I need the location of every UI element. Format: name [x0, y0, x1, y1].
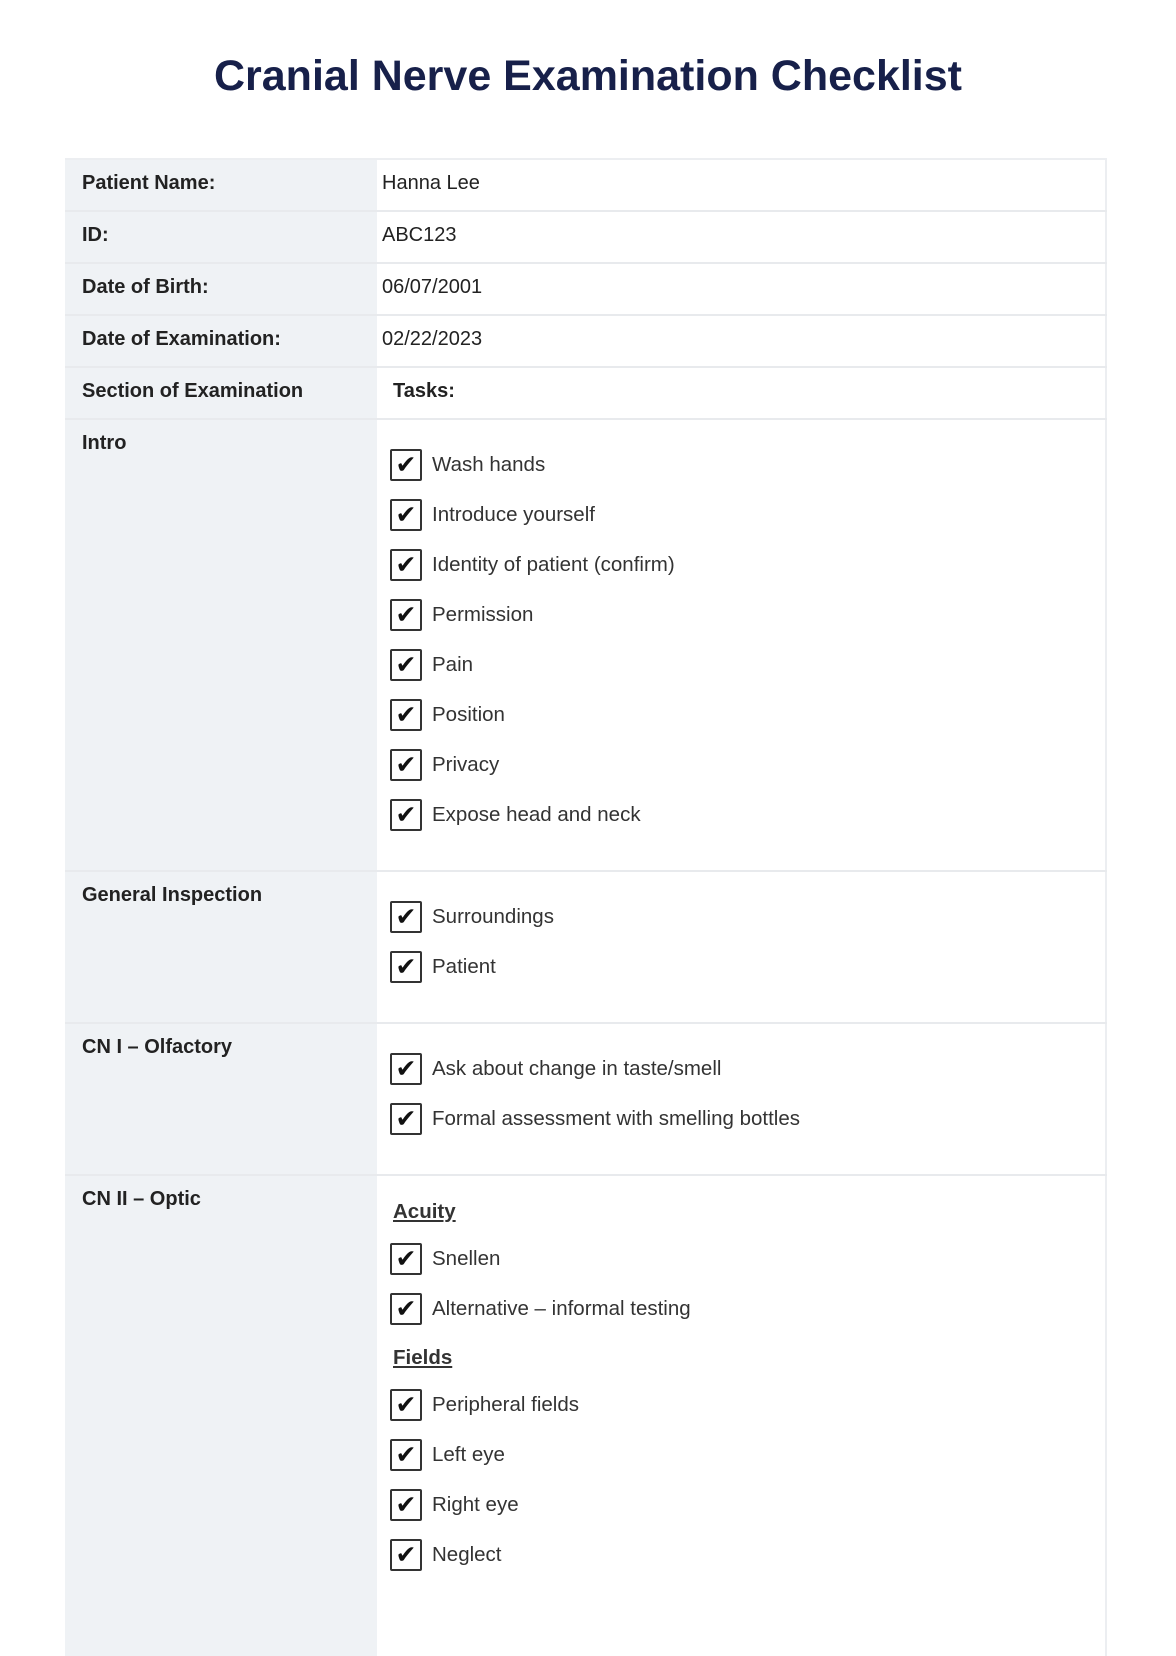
checklist-item-label: Surroundings	[432, 905, 554, 928]
field-label: ID:	[65, 212, 377, 262]
field-label: Date of Birth:	[65, 264, 377, 314]
exam-date-row	[65, 316, 1107, 368]
checklist-item-label: Identity of patient (confirm)	[432, 553, 675, 576]
checklist-item-label: Introduce yourself	[432, 503, 595, 526]
section-name: Intro	[65, 420, 377, 870]
checkbox[interactable]	[390, 1439, 422, 1471]
id-value: ABC123	[377, 212, 1107, 262]
section-name: General Inspection	[65, 872, 377, 1022]
column-header-row	[65, 368, 1107, 420]
page-title: Cranial Nerve Examination Checklist	[213, 52, 962, 100]
checkmark-icon: ✔	[395, 1440, 417, 1469]
checklist-item-label: Pain	[432, 653, 474, 676]
checklist-item-label: Neglect	[432, 1543, 502, 1566]
checklist-item-label: Expose head and neck	[432, 803, 641, 826]
checklist-item-label: Peripheral fields	[432, 1393, 579, 1416]
checkmark-icon: ✔	[395, 1054, 417, 1083]
task-group-heading: Fields	[393, 1346, 453, 1369]
checkmark-icon: ✔	[395, 600, 417, 629]
checklist-item[interactable]	[390, 440, 1105, 490]
checkmark-icon: ✔	[395, 800, 417, 829]
checkmark-icon: ✔	[395, 952, 417, 981]
checklist-item-label: Wash hands	[432, 453, 546, 476]
checklist-item-label: Snellen	[432, 1247, 501, 1270]
id-row	[65, 212, 1107, 264]
checklist-item[interactable]	[390, 590, 1105, 640]
checklist-item[interactable]	[390, 740, 1105, 790]
checklist-item[interactable]	[390, 540, 1105, 590]
section-row	[65, 1024, 1107, 1176]
section-row	[65, 872, 1107, 1024]
checkbox[interactable]	[390, 951, 422, 983]
checklist-item[interactable]	[390, 1284, 1105, 1334]
patient-name-value: Hanna Lee	[377, 160, 1107, 210]
checklist-item[interactable]	[390, 942, 1105, 992]
checkbox[interactable]	[390, 699, 422, 731]
checkbox[interactable]	[390, 1389, 422, 1421]
checklist-table	[65, 158, 1107, 1656]
checkmark-icon: ✔	[395, 1244, 417, 1273]
checklist-item-label: Alternative – informal testing	[432, 1297, 691, 1320]
checkmark-icon: ✔	[395, 700, 417, 729]
checklist-item[interactable]	[390, 790, 1105, 840]
checkbox[interactable]	[390, 749, 422, 781]
checkbox[interactable]	[390, 649, 422, 681]
checkmark-icon: ✔	[395, 450, 417, 479]
checklist-item[interactable]	[390, 690, 1105, 740]
checklist-item-label: Patient	[432, 955, 496, 978]
checklist-item[interactable]	[390, 490, 1105, 540]
section-name: CN I – Olfactory	[65, 1024, 377, 1174]
sections	[65, 420, 1107, 1656]
checkbox[interactable]	[390, 1103, 422, 1135]
checklist-item[interactable]	[390, 892, 1105, 942]
task-list	[377, 420, 1107, 870]
checkmark-icon: ✔	[395, 550, 417, 579]
checklist-item-label: Privacy	[432, 753, 500, 776]
section-column-header: Section of Examination	[65, 368, 377, 418]
checklist-item-label: Position	[432, 703, 505, 726]
checkmark-icon: ✔	[395, 902, 417, 931]
checkbox[interactable]	[390, 549, 422, 581]
checklist-item[interactable]	[390, 1380, 1105, 1430]
checkmark-icon: ✔	[395, 500, 417, 529]
checkmark-icon: ✔	[395, 750, 417, 779]
checklist-item[interactable]	[390, 640, 1105, 690]
checkbox[interactable]	[390, 799, 422, 831]
checkmark-icon: ✔	[395, 650, 417, 679]
checklist-item-label: Formal assessment with smelling bottles	[432, 1107, 800, 1130]
checklist-item-label: Left eye	[432, 1443, 505, 1466]
checkmark-icon: ✔	[395, 1390, 417, 1419]
checkbox[interactable]	[390, 599, 422, 631]
exam-date-value: 02/22/2023	[377, 316, 1107, 366]
checkbox[interactable]	[390, 499, 422, 531]
checkbox[interactable]	[390, 1539, 422, 1571]
field-label: Date of Examination:	[65, 316, 377, 366]
checkbox[interactable]	[390, 449, 422, 481]
section-row	[65, 420, 1107, 872]
checklist-item[interactable]	[390, 1094, 1105, 1144]
checklist-item-label: Permission	[432, 603, 534, 626]
checkmark-icon: ✔	[395, 1490, 417, 1519]
section-name: CN II – Optic	[65, 1176, 377, 1656]
checkbox[interactable]	[390, 1489, 422, 1521]
checklist-item[interactable]	[390, 1234, 1105, 1284]
checklist-item-label: Ask about change in taste/smell	[432, 1057, 722, 1080]
patient-name-row	[65, 160, 1107, 212]
checkmark-icon: ✔	[395, 1294, 417, 1323]
checkbox[interactable]	[390, 1293, 422, 1325]
checkbox[interactable]	[390, 901, 422, 933]
dob-row	[65, 264, 1107, 316]
tasks-column-header: Tasks:	[377, 368, 1107, 418]
task-group-heading: Acuity	[393, 1200, 456, 1223]
checkbox[interactable]	[390, 1053, 422, 1085]
checkmark-icon: ✔	[395, 1540, 417, 1569]
checklist-item[interactable]	[390, 1044, 1105, 1094]
dob-value: 06/07/2001	[377, 264, 1107, 314]
field-label: Patient Name:	[65, 160, 377, 210]
checklist-item[interactable]	[390, 1530, 1105, 1580]
task-list	[377, 1024, 1107, 1174]
checklist-item-label: Right eye	[432, 1493, 519, 1516]
checklist-item[interactable]	[390, 1430, 1105, 1480]
task-list	[377, 1176, 1107, 1656]
section-row	[65, 1176, 1107, 1656]
checkbox[interactable]	[390, 1243, 422, 1275]
checklist-item[interactable]	[390, 1480, 1105, 1530]
checkmark-icon: ✔	[395, 1104, 417, 1133]
task-list	[377, 872, 1107, 1022]
